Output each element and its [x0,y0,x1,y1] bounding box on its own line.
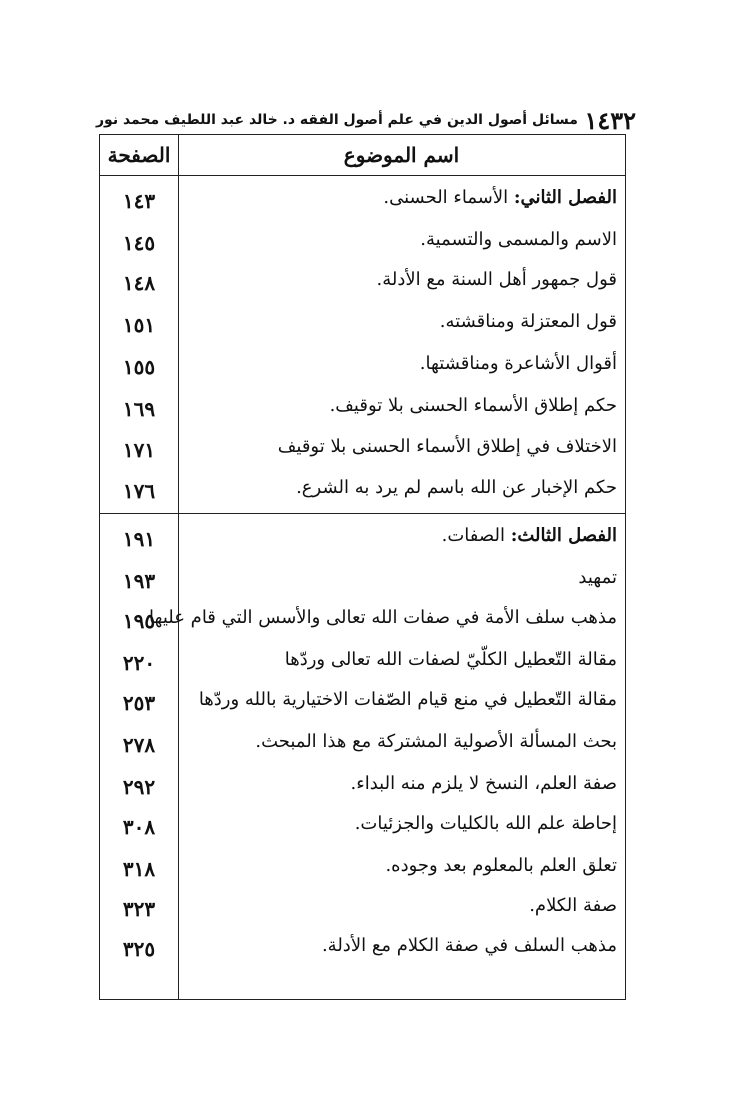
page-cell: ١٤٣ [122,189,156,213]
topic-text: مقالة التّعطيل في منع قيام الصّفات الاختيارية بالله وردّها [198,689,617,710]
section-divider [100,513,625,514]
topic-text: الأسماء الحسنى. [383,187,514,208]
page-cell: ١٤٨ [122,271,156,295]
running-title: مسائل أصول الدين في علم أصول الفقه د. خالد عبد اللطيف محمد نور [96,112,578,128]
table-row [100,563,625,603]
topic-cell [187,813,617,834]
chapter-label: الفصل الثاني: [513,187,617,208]
page-cell: ٢٢٠ [122,651,156,675]
page-cell: ١٩٥ [122,609,156,633]
table-row [100,645,625,685]
page-cell: ١٩٣ [122,569,156,593]
page-cell: ١٥٥ [122,355,156,379]
page-cell: ٣٢٥ [122,937,156,961]
topic-text: الصفات. [441,525,511,546]
topic-cell [187,395,617,416]
table-row [100,931,625,971]
table-row [100,603,625,643]
table-row [100,307,625,347]
topic-text: أقوال الأشاعرة ومناقشتها. [419,353,617,374]
table-row [100,349,625,389]
table-row [100,225,625,265]
topic-column-header: اسم الموضوع [343,143,460,167]
topic-text: تعلق العلم بالمعلوم بعد وجوده. [385,855,617,876]
table-row [100,432,625,472]
chapter-label: الفصل الثالث: [510,525,617,546]
page-column-header: الصفحة [107,143,171,167]
table-row [100,391,625,431]
topic-cell [187,731,617,752]
table-row [100,473,625,513]
page-cell: ٣١٨ [122,857,156,881]
topic-cell [187,436,617,457]
topic-cell [187,895,617,916]
topic-text: تمهيد [578,567,617,588]
topic-cell [187,773,617,794]
table-row [100,727,625,767]
topic-cell [187,187,617,208]
page-cell: ٢٧٨ [122,733,156,757]
table-row [100,851,625,891]
topic-cell [187,477,617,498]
topic-cell [187,353,617,374]
table-row [100,265,625,305]
topic-text: إحاطة علم الله بالكليات والجزئيات. [354,813,617,834]
topic-cell [187,935,617,956]
table-row [100,521,625,561]
topic-cell [187,229,617,250]
topic-text: مذهب سلف الأمة في صفات الله تعالى والأسس التي قام عليها [149,607,617,628]
topic-cell [187,689,617,710]
page-cell: ١٧٦ [122,479,156,503]
topic-text: حكم إطلاق الأسماء الحسنى بلا توقيف. [329,395,617,416]
topic-text: قول جمهور أهل السنة مع الأدلة. [376,269,617,290]
page-cell: ١٥١ [122,313,156,337]
topic-cell [187,525,617,546]
topic-text: الاختلاف في إطلاق الأسماء الحسنى بلا توقيف [277,436,617,457]
topic-cell [187,311,617,332]
page-cell: ٢٥٣ [122,691,156,715]
page-cell: ١٤٥ [122,231,156,255]
page-cell: ٣٢٣ [122,897,156,921]
topic-cell [187,269,617,290]
topic-text: صفة الكلام. [529,895,617,916]
topic-cell [187,567,617,588]
table-row [100,183,625,223]
table-header [100,135,625,176]
page-cell: ١٧١ [122,438,156,462]
page-cell: ٣٠٨ [122,815,156,839]
topic-text: مقالة التّعطيل الكلّيّ لصفات الله تعالى وردّها [284,649,617,670]
topic-text: مذهب السلف في صفة الكلام مع الأدلة. [321,935,617,956]
page-cell: ٢٩٢ [122,775,156,799]
toc-table [99,134,626,1000]
page-cell: ١٦٩ [122,397,156,421]
topic-text: حكم الإخبار عن الله باسم لم يرد به الشرع. [296,477,617,498]
topic-text: قول المعتزلة ومناقشته. [439,311,617,332]
page-header [96,106,636,134]
table-row [100,891,625,931]
topic-text: صفة العلم، النسخ لا يلزم منه البداء. [350,773,617,794]
topic-text: الاسم والمسمى والتسمية. [420,229,617,250]
topic-cell [149,607,617,628]
page-cell: ١٩١ [122,527,156,551]
table-row [100,685,625,725]
topic-cell [187,855,617,876]
page-number: ١٤٣٢ [584,106,636,135]
topic-text: بحث المسألة الأصولية المشتركة مع هذا المبحث. [255,731,617,752]
table-row [100,809,625,849]
table-row [100,769,625,809]
topic-cell [187,649,617,670]
